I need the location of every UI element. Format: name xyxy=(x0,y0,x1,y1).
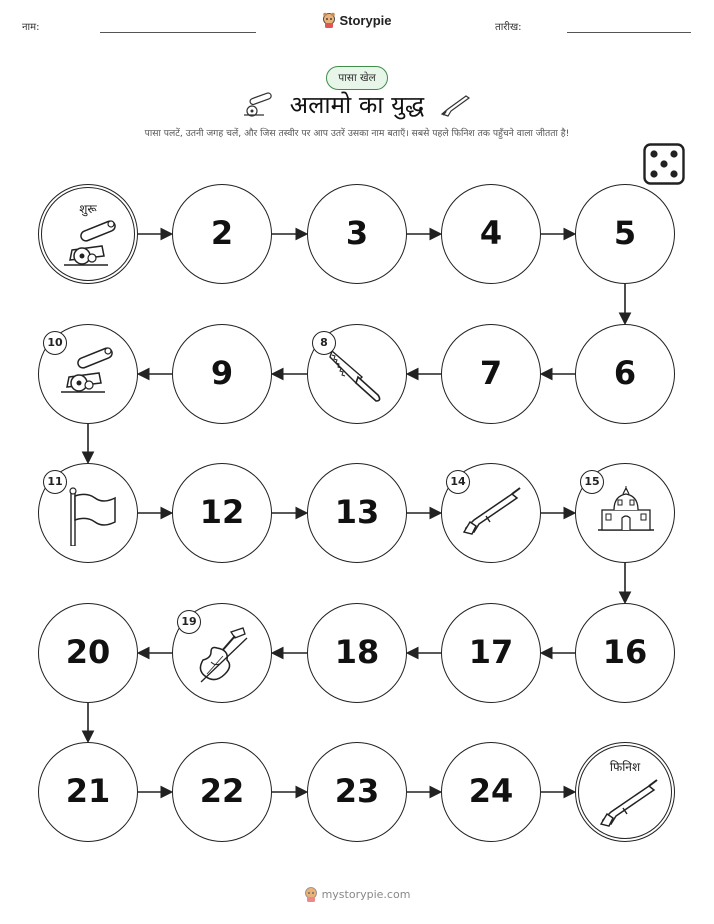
space-number: 17 xyxy=(468,633,514,671)
space-number: 24 xyxy=(468,772,514,810)
board-space-19[interactable] xyxy=(172,603,272,703)
board-space-17[interactable] xyxy=(441,603,541,703)
space-number: 23 xyxy=(334,772,380,810)
board-space-22[interactable] xyxy=(172,742,272,842)
space-number: 7 xyxy=(479,354,503,392)
finish-space[interactable] xyxy=(575,742,675,842)
board-space-9[interactable] xyxy=(172,324,272,424)
finish-label: फिनिश xyxy=(609,760,641,774)
space-number: 9 xyxy=(210,354,234,392)
space-number: 18 xyxy=(334,633,380,671)
board-space-12[interactable] xyxy=(172,463,272,563)
space-number: 13 xyxy=(334,493,380,531)
board-space-14[interactable] xyxy=(441,463,541,563)
space-number: 12 xyxy=(199,493,245,531)
footer xyxy=(0,886,714,902)
space-number: 20 xyxy=(65,633,111,671)
game-type-badge: पासा खेल xyxy=(326,66,388,90)
board-space-18[interactable] xyxy=(307,603,407,703)
board-space-20[interactable] xyxy=(38,603,138,703)
board-space-21[interactable] xyxy=(38,742,138,842)
page-title: अलामो का युद्ध xyxy=(289,91,425,119)
date-label: तारीख: xyxy=(495,22,522,33)
space-number: 4 xyxy=(479,214,503,252)
footer-url[interactable]: mystorypie.com xyxy=(321,888,411,901)
board-space-11[interactable] xyxy=(38,463,138,563)
board-space-24[interactable] xyxy=(441,742,541,842)
board-space-6[interactable] xyxy=(575,324,675,424)
name-label: नाम: xyxy=(22,22,40,33)
space-number: 22 xyxy=(199,772,245,810)
space-number: 3 xyxy=(345,214,369,252)
space-number-badge: 19 xyxy=(177,610,201,634)
board-space-10[interactable] xyxy=(38,324,138,424)
space-number: 16 xyxy=(602,633,648,671)
start-label: शुरू xyxy=(79,202,97,216)
space-number-badge: 11 xyxy=(43,470,67,494)
space-number-badge: 10 xyxy=(43,331,67,355)
board-space-13[interactable] xyxy=(307,463,407,563)
start-space[interactable] xyxy=(38,184,138,284)
board-space-7[interactable] xyxy=(441,324,541,424)
board-space-16[interactable] xyxy=(575,603,675,703)
board-space-4[interactable] xyxy=(441,184,541,284)
storypie-mascot-icon xyxy=(304,886,318,902)
board-space-3[interactable] xyxy=(307,184,407,284)
space-number-badge: 14 xyxy=(446,470,470,494)
instructions-text: पासा पलटें, उतनी जगह चलें, और जिस तस्वीर पर आप उतरें उसका नाम बताएँ। सबसे पहले फिनिश तक पहुँचने वाला जीतता है! xyxy=(144,128,570,139)
space-number: 21 xyxy=(65,772,111,810)
space-number-badge: 8 xyxy=(312,331,336,355)
board-space-2[interactable] xyxy=(172,184,272,284)
board-space-15[interactable] xyxy=(575,463,675,563)
board-space-8[interactable] xyxy=(307,324,407,424)
space-number: 6 xyxy=(613,354,637,392)
board-space-23[interactable] xyxy=(307,742,407,842)
space-number: 5 xyxy=(613,214,637,252)
space-number: 2 xyxy=(210,214,234,252)
board-space-5[interactable] xyxy=(575,184,675,284)
brand-name: Storypie xyxy=(339,13,392,28)
space-number-badge: 15 xyxy=(580,470,604,494)
